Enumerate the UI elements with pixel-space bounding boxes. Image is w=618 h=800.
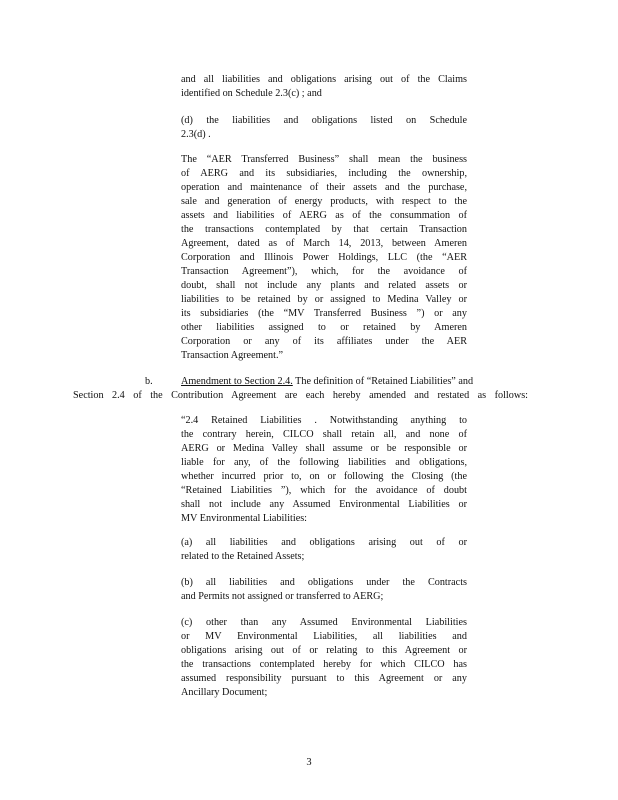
text-line: AERG or Medina Valley shall assume or be responsible or	[181, 443, 467, 454]
page-number: 3	[306, 757, 312, 768]
section-b-line1-rest: The definition of “Retained Liabilities” and	[295, 376, 474, 387]
paragraph-item-a	[181, 536, 467, 564]
paragraph-item-b	[181, 576, 467, 604]
text-line: or MV Environmental Liabilities, all liabilities and	[181, 631, 467, 642]
text-line: Corporation or any of its affiliates under the AER	[181, 336, 467, 347]
text-line: the transactions contemplated hereby for which CILCO has	[181, 659, 467, 670]
text-line: and Permits not assigned or transferred to AERG;	[181, 591, 384, 602]
text-line: of AERG and its subsidiaries, including the ownership,	[181, 168, 467, 179]
text-line: “2.4 Retained Liabilities . Notwithstanding anything to	[181, 415, 467, 426]
text-line: (b) all liabilities and obligations under the Contracts	[181, 577, 467, 588]
section-b-line2: Section 2.4 of the Contribution Agreement are each hereby amended and restated as follows:	[73, 390, 528, 401]
text-line: assets and liabilities of AERG as of the consummation of	[181, 210, 467, 221]
text-line: shall not include any Assumed Environmental Liabilities or	[181, 499, 467, 510]
text-line: (c) other than any Assumed Environmental Liabilities	[181, 617, 467, 628]
paragraph-aer-transferred-business	[181, 153, 467, 363]
text-line: Agreement, dated as of March 14, 2013, between Ameren	[181, 238, 467, 249]
text-line: other liabilities assigned to or retained by Ameren	[181, 322, 467, 333]
text-line: “Retained Liabilities ”), which for the avoidance of doubt	[181, 485, 467, 496]
text-line: MV Environmental Liabilities:	[181, 513, 308, 524]
text-line: its subsidiaries (the “MV Transferred Business ”) or any	[181, 308, 467, 319]
text-line: whether incurred prior to, on or following the Closing (the	[181, 471, 467, 482]
text-line: liable for any, of the following liabilities and obligations,	[181, 457, 467, 468]
text-line: sale and generation of energy products, with respect to the	[181, 196, 467, 207]
paragraph-item-c	[181, 616, 467, 700]
text-line: liabilities to be retained by or assigned to Medina Valley or	[181, 294, 467, 305]
section-b-heading: Amendment to Section 2.4.	[181, 376, 293, 387]
text-line: the transactions contemplated by that certain Transaction	[181, 224, 467, 235]
paragraph-retained-liabilities	[181, 414, 467, 526]
text-line: obligations arising out of or relating to this Agreement or	[181, 645, 467, 656]
text-line: operation and maintenance of their assets and the purchase,	[181, 182, 467, 193]
section-b-line1	[181, 375, 528, 389]
text-line: (a) all liabilities and obligations arising out of or	[181, 537, 467, 548]
paragraph-item-d	[181, 114, 467, 142]
text-line: the contrary herein, CILCO shall retain all, and none of	[181, 429, 467, 440]
text-line: The “AER Transferred Business” shall mean the business	[181, 154, 467, 165]
text-line: (d) the liabilities and obligations listed on Schedule	[181, 115, 467, 126]
text-line: assumed responsibility pursuant to this Agreement or any	[181, 673, 467, 684]
text-line: identified on Schedule 2.3(c) ; and	[181, 88, 322, 99]
text-line: Ancillary Document;	[181, 687, 268, 698]
text-line: related to the Retained Assets;	[181, 551, 305, 562]
text-line: Corporation and Illinois Power Holdings, LLC (the “AER	[181, 252, 467, 263]
paragraph-claims-liabilities	[181, 73, 467, 101]
text-line: Transaction Agreement”), which, for the avoidance of	[181, 266, 467, 277]
text-line: doubt, shall not include any plants and related assets or	[181, 280, 467, 291]
text-line: 2.3(d) .	[181, 129, 211, 140]
text-line: Transaction Agreement.”	[181, 350, 284, 361]
section-b-label: b.	[145, 376, 153, 387]
text-line: and all liabilities and obligations arising out of the Claims	[181, 74, 467, 85]
